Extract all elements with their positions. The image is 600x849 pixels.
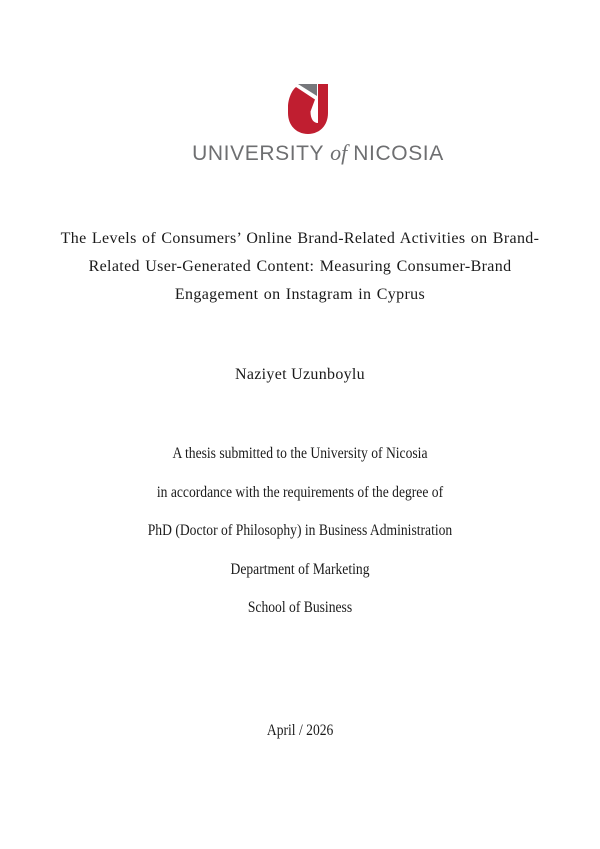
statement-line-5: School of Business	[247, 599, 353, 616]
wordmark-of: of	[330, 140, 348, 165]
statement-line-2: in accordance with the requirements of the degree of	[156, 483, 444, 501]
author-name: Naziyet Uzunboylu	[235, 366, 365, 383]
statement-line-1: A thesis submitted to the University of Nicosia	[172, 445, 428, 462]
thesis-title-line-2: Related User-Generated Content: Measuring Consumer-Brand	[88, 258, 512, 275]
university-wordmark	[192, 140, 444, 166]
publication-date	[0, 722, 600, 740]
wordmark-university: UNIVERSITY	[192, 142, 325, 165]
thesis-title-line-1: The Levels of Consumers’ Online Brand-Related Activities on Brand-	[60, 230, 540, 247]
statement-line-4: Department of Marketing	[230, 560, 370, 578]
logo-u-shape	[288, 84, 328, 134]
statement-line-3: PhD (Doctor of Philosophy) in Business Administration	[147, 522, 453, 539]
university-logo-icon	[288, 84, 328, 134]
thesis-title-line-3: Engagement on Instagram in Cyprus	[174, 286, 426, 303]
publication-date-text: April / 2026	[266, 722, 334, 739]
wordmark-nicosia: NICOSIA	[353, 142, 444, 165]
thesis-title	[30, 225, 570, 309]
submission-statement	[0, 435, 600, 628]
